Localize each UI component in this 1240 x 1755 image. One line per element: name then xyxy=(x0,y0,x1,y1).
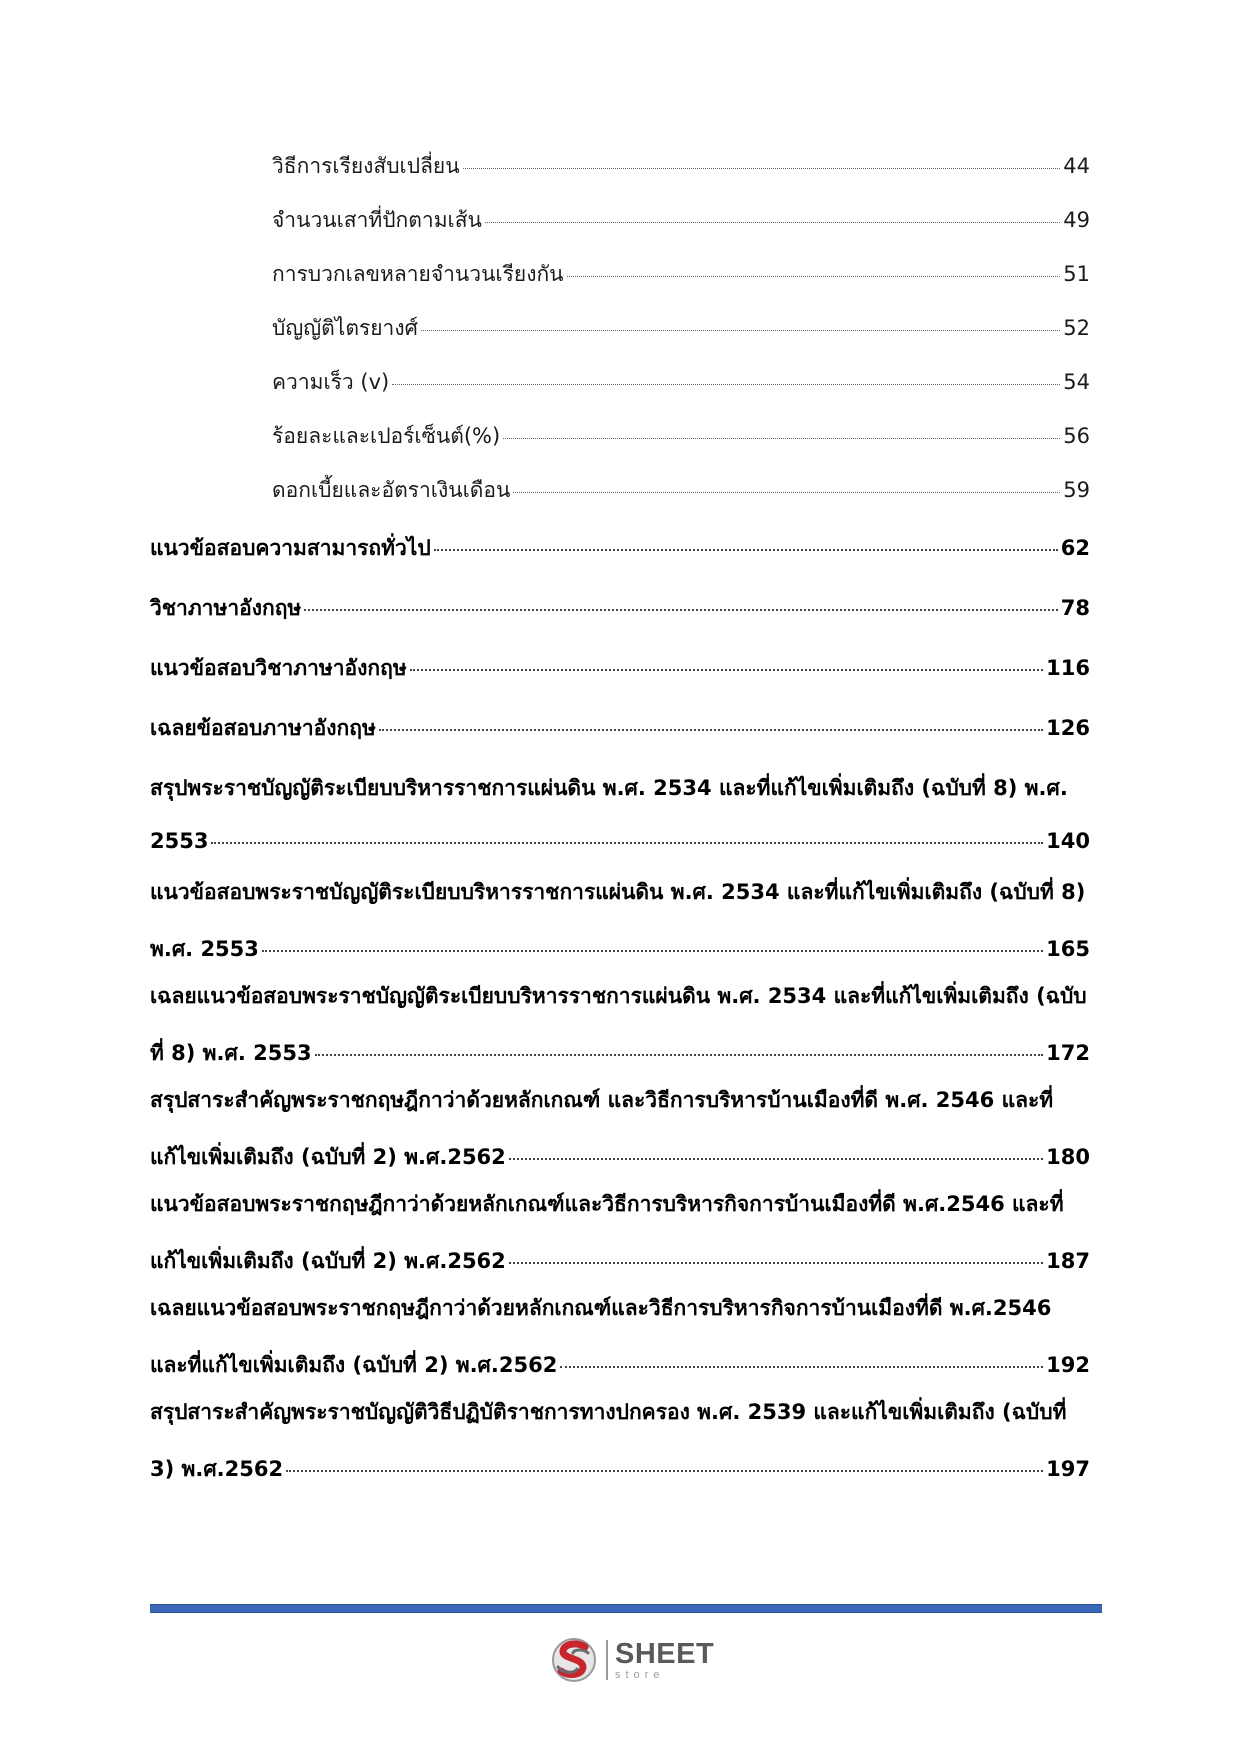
dot-leader xyxy=(410,665,1044,671)
toc-entry-title: แนวข้อสอบวิชาภาษาอังกฤษ xyxy=(150,656,407,680)
dot-leader xyxy=(262,946,1043,952)
dot-leader xyxy=(315,1050,1044,1056)
toc-entry-title-cont: พ.ศ. 2553 xyxy=(150,937,259,961)
toc-entry-title: สรุปสาระสำคัญพระราชบัญญัติวิธีปฏิบัติราชการทางปกครอง พ.ศ. 2539 และแก้ไขเพิ่มเติมถึง (ฉบับที่ xyxy=(150,1400,1067,1424)
toc-page-number: 62 xyxy=(1060,536,1090,560)
toc-page-number: 116 xyxy=(1046,656,1090,680)
toc-subentry[interactable] xyxy=(272,204,1090,237)
dot-leader xyxy=(513,488,1060,493)
toc-subentry-title: วิธีการเรียงสับเปลี่ยน xyxy=(272,154,460,178)
toc-entry[interactable] xyxy=(150,1188,1090,1278)
toc-entry-title: สรุปพระราชบัญญัติระเบียบบริหารราชการแผ่นดิน พ.ศ. 2534 และที่แก้ไขเพิ่มเติมถึง (ฉบับที่ 8) พ.ศ. xyxy=(150,776,1068,800)
toc-page-number: 187 xyxy=(1046,1249,1090,1273)
toc-entry[interactable] xyxy=(150,772,1090,853)
footer-rule xyxy=(150,1604,1102,1613)
toc-subentry[interactable] xyxy=(272,312,1090,345)
toc-entry-lastline xyxy=(150,1349,1090,1382)
toc-entry-lastline xyxy=(150,1453,1090,1486)
toc-entry-title: เฉลยแนวข้อสอบพระราชบัญญัติระเบียบบริหารราชการแผ่นดิน พ.ศ. 2534 และที่แก้ไขเพิ่มเติมถึง (ฉบับ xyxy=(150,984,1087,1008)
dot-leader xyxy=(503,434,1060,439)
logo-wordmark xyxy=(615,1637,715,1681)
toc-page-number: 126 xyxy=(1046,716,1090,740)
toc-page-number: 59 xyxy=(1063,478,1090,502)
toc-entry-title: เฉลยข้อสอบภาษาอังกฤษ xyxy=(150,716,376,740)
toc-subentry[interactable] xyxy=(272,366,1090,399)
toc-entry-title-cont: แก้ไขเพิ่มเติมถึง (ฉบับที่ 2) พ.ศ.2562 xyxy=(150,1249,506,1273)
toc-subentry[interactable] xyxy=(272,150,1090,183)
toc-entry[interactable] xyxy=(150,876,1090,966)
toc-entry-title: เฉลยแนวข้อสอบพระราชกฤษฎีกาว่าด้วยหลักเกณฑ์และวิธีการบริหารกิจการบ้านเมืองที่ดี พ.ศ.2546 xyxy=(150,1296,1052,1320)
dot-leader xyxy=(392,380,1060,385)
toc-subentry[interactable] xyxy=(272,474,1090,507)
toc-entry-title-cont: ที่ 8) พ.ศ. 2553 xyxy=(150,1041,312,1065)
toc-page-number: 54 xyxy=(1063,370,1090,394)
toc-entry-lastline xyxy=(150,1245,1090,1278)
toc-entry-title: แนวข้อสอบความสามารถทั่วไป xyxy=(150,536,431,560)
toc-page-number: 172 xyxy=(1046,1041,1090,1065)
toc-entry-lastline xyxy=(150,933,1090,966)
dot-leader xyxy=(509,1258,1043,1264)
toc-entry[interactable] xyxy=(150,532,1090,565)
toc-entry[interactable] xyxy=(150,1292,1090,1382)
dot-leader xyxy=(286,1466,1043,1472)
logo-sub: store xyxy=(615,1668,665,1681)
toc-entry[interactable] xyxy=(150,980,1090,1070)
toc-entry-lastline xyxy=(150,829,1090,853)
toc-entry-title: แนวข้อสอบพระราชบัญญัติระเบียบบริหารราชการแผ่นดิน พ.ศ. 2534 และที่แก้ไขเพิ่มเติมถึง (ฉบับที่ 8) xyxy=(150,880,1086,904)
sheet-store-s-icon xyxy=(552,1634,600,1686)
toc-subentry-title: จำนวนเสาที่ปักตามเส้น xyxy=(272,208,482,232)
toc-page-number: 44 xyxy=(1063,154,1090,178)
toc-page-number: 52 xyxy=(1063,316,1090,340)
toc-entry-lastline xyxy=(150,712,1090,745)
toc-entry-title: วิชาภาษาอังกฤษ xyxy=(150,596,302,620)
toc-subentry-title: ความเร็ว (v) xyxy=(272,370,390,394)
logo-divider xyxy=(606,1640,608,1680)
toc-page-number: 180 xyxy=(1046,1145,1090,1169)
toc-subentry-title: บัญญัติไตรยางศ์ xyxy=(272,316,418,340)
dot-leader xyxy=(211,838,1043,844)
toc-entry-title: แนวข้อสอบพระราชกฤษฎีกาว่าด้วยหลักเกณฑ์และวิธีการบริหารกิจการบ้านเมืองที่ดี พ.ศ.2546 และที่ xyxy=(150,1192,1064,1216)
logo-word: SHEET xyxy=(615,1637,715,1670)
toc-entry-title-cont: และที่แก้ไขเพิ่มเติมถึง (ฉบับที่ 2) พ.ศ.2562 xyxy=(150,1353,558,1377)
dot-leader xyxy=(485,218,1060,223)
toc-entry[interactable] xyxy=(150,712,1090,745)
toc-entry-title: สรุปสาระสำคัญพระราชกฤษฎีกาว่าด้วยหลักเกณฑ์ และวิธีการบริหารบ้านเมืองที่ดี พ.ศ. 2546 และที่ xyxy=(150,1088,1054,1112)
toc-entry-title-cont: 3) พ.ศ.2562 xyxy=(150,1457,284,1481)
toc-entry-title-cont: 2553 xyxy=(150,829,209,853)
toc-entry[interactable] xyxy=(150,652,1090,685)
dot-leader xyxy=(379,725,1043,731)
toc-entry[interactable] xyxy=(150,1084,1090,1174)
toc-subentry-title: ร้อยละและเปอร์เซ็นต์(%) xyxy=(272,424,501,448)
dot-leader xyxy=(567,272,1061,277)
dot-leader xyxy=(560,1362,1043,1368)
dot-leader xyxy=(304,605,1058,611)
toc-subentry[interactable] xyxy=(272,258,1090,291)
toc-entry-lastline xyxy=(150,1141,1090,1174)
toc-page-number: 197 xyxy=(1046,1457,1090,1481)
dot-leader xyxy=(509,1154,1043,1160)
toc-subentry-title: ดอกเบี้ยและอัตราเงินเดือน xyxy=(272,478,511,502)
sheet-store-logo xyxy=(552,1630,714,1690)
toc-page-number: 56 xyxy=(1063,424,1090,448)
toc-subentry[interactable] xyxy=(272,420,1090,453)
toc-page-number: 49 xyxy=(1063,208,1090,232)
dot-leader xyxy=(463,164,1061,169)
toc-page-number: 140 xyxy=(1046,829,1090,853)
toc-entry-lastline xyxy=(150,592,1090,625)
toc-page-number: 165 xyxy=(1046,937,1090,961)
toc-entry-lastline xyxy=(150,652,1090,685)
toc-entry[interactable] xyxy=(150,1396,1090,1486)
toc-entry-title-cont: แก้ไขเพิ่มเติมถึง (ฉบับที่ 2) พ.ศ.2562 xyxy=(150,1145,506,1169)
toc-page-number: 51 xyxy=(1063,262,1090,286)
toc-page-number: 78 xyxy=(1060,596,1090,620)
dot-leader xyxy=(434,545,1058,551)
toc-entry-lastline xyxy=(150,1037,1090,1070)
toc-page-number: 192 xyxy=(1046,1353,1090,1377)
toc-entry-lastline xyxy=(150,532,1090,565)
toc-entry[interactable] xyxy=(150,592,1090,625)
toc-subentry-title: การบวกเลขหลายจำนวนเรียงกัน xyxy=(272,262,564,286)
dot-leader xyxy=(421,326,1060,331)
